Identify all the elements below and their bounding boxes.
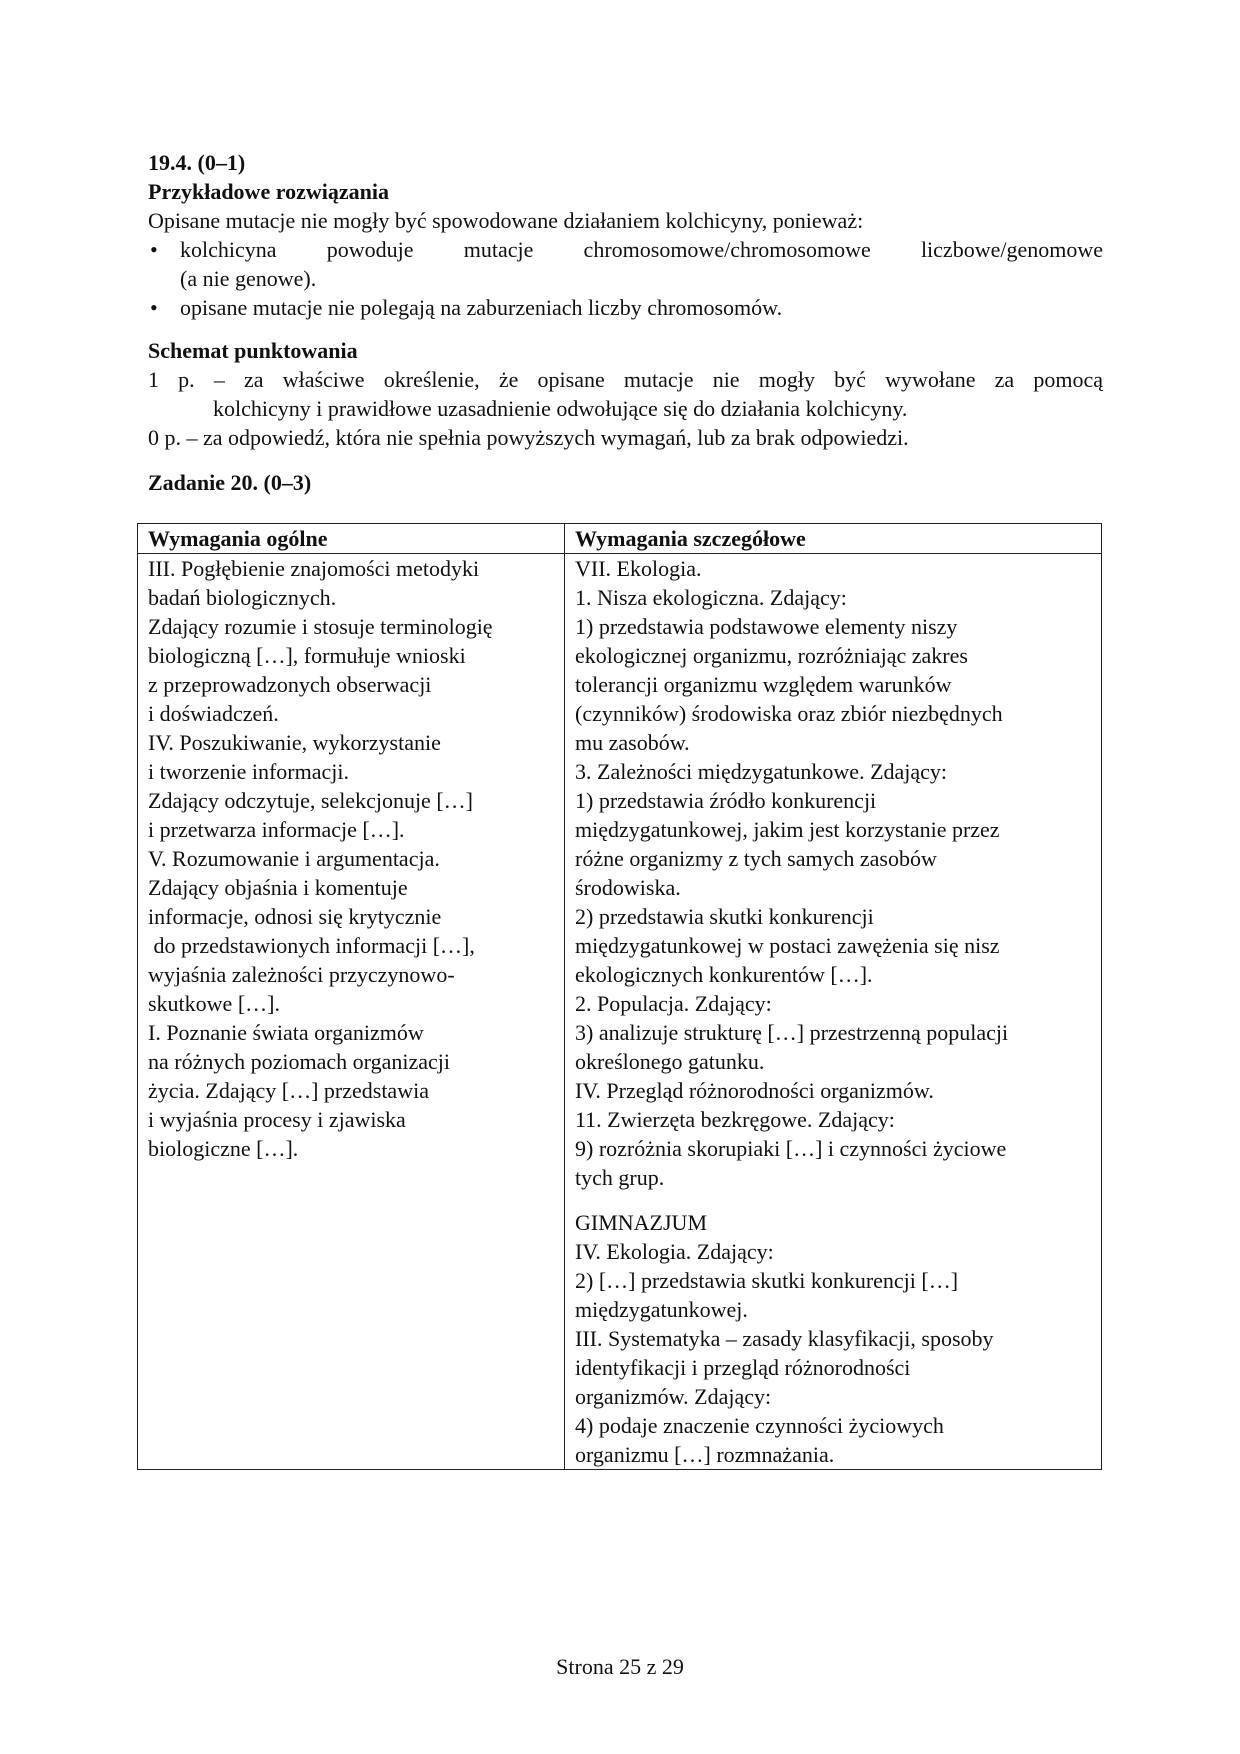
section-number: 19.4. (0–1)	[148, 150, 246, 175]
header-specific: Wymagania szczegółowe	[565, 524, 1102, 554]
requirement-line: 2. Populacja. Zdający:	[575, 991, 772, 1016]
requirements-table	[137, 523, 1102, 1470]
requirement-line: IV. Przegląd różnorodności organizmów.	[575, 1078, 934, 1103]
requirement-line: i tworzenie informacji.	[148, 759, 349, 784]
requirement-line: IV. Ekologia. Zdający:	[575, 1239, 774, 1264]
requirement-line: biologiczną […], formułuje wnioski	[148, 643, 466, 668]
bullet-line: opisane mutacje nie polegają na zaburzeniach liczby chromosomów.	[180, 295, 783, 320]
requirement-line: określonego gatunku.	[575, 1049, 765, 1074]
requirement-line: Zdający odczytuje, selekcjonuje […]	[148, 788, 473, 813]
table-row	[138, 554, 1102, 1470]
section-intro: Opisane mutacje nie mogły być spowodowane działaniem kolchicyny, ponieważ:	[148, 208, 864, 233]
requirement-line: mu zasobów.	[575, 730, 690, 755]
requirement-line: 2) […] przedstawia skutki konkurencji […]	[575, 1268, 959, 1293]
page-number: Strona 25 z 29	[556, 1654, 684, 1679]
scoring-item-1-cont: kolchicyny i prawidłowe uzasadnienie odwołujące się do działania kolchicyny.	[213, 396, 908, 421]
requirement-line: 11. Zwierzęta bezkręgowe. Zdający:	[575, 1107, 895, 1132]
specific-requirements-cell	[565, 554, 1102, 1470]
requirement-line: międzygatunkowej, jakim jest korzystanie przez	[575, 817, 1000, 842]
bullet-icon: •	[150, 237, 158, 262]
requirement-line: V. Rozumowanie i argumentacja.	[148, 846, 440, 871]
requirement-line: 1) przedstawia podstawowe elementy niszy	[575, 614, 958, 639]
requirement-line: 3. Zależności międzygatunkowe. Zdający:	[575, 759, 948, 784]
requirement-line: Zdający objaśnia i komentuje	[148, 875, 408, 900]
requirement-line: tych grup.	[575, 1165, 665, 1190]
requirement-line: ekologicznej organizmu, rozróżniając zakres	[575, 643, 968, 668]
requirement-line: 4) podaje znaczenie czynności życiowych	[575, 1413, 944, 1438]
requirement-line: VII. Ekologia.	[575, 556, 702, 581]
section-subtitle: Przykładowe rozwiązania	[148, 179, 389, 204]
requirement-line: Zdający rozumie i stosuje terminologię	[148, 614, 493, 639]
bullet-line: (a nie genowe).	[180, 266, 317, 291]
requirement-line: I. Poznanie świata organizmów	[148, 1020, 424, 1045]
requirement-line: 1. Nisza ekologiczna. Zdający:	[575, 585, 847, 610]
requirement-line: IV. Poszukiwanie, wykorzystanie	[148, 730, 441, 755]
task-title: Zadanie 20. (0–3)	[148, 470, 312, 495]
requirement-line: życia. Zdający […] przedstawia	[148, 1078, 429, 1103]
requirement-line: GIMNAZJUM	[575, 1210, 707, 1235]
requirement-line: na różnych poziomach organizacji	[148, 1049, 450, 1074]
requirement-line: organizmu […] rozmnażania.	[575, 1442, 835, 1467]
requirement-line: międzygatunkowej.	[575, 1297, 748, 1322]
requirement-line: skutkowe […].	[148, 991, 280, 1016]
bullet-icon: •	[150, 295, 158, 320]
requirement-line: III. Pogłębienie znajomości metodyki	[148, 556, 480, 581]
answer-section	[148, 148, 1103, 497]
requirement-line: 2) przedstawia skutki konkurencji	[575, 904, 874, 929]
bullet-item	[148, 293, 1103, 322]
requirement-line: organizmów. Zdający:	[575, 1384, 772, 1409]
requirement-line: z przeprowadzonych obserwacji	[148, 672, 432, 697]
requirement-line: do przedstawionych informacji […],	[148, 933, 475, 958]
requirement-line: wyjaśnia zależności przyczynowo-	[148, 962, 455, 987]
requirement-line: biologiczne […].	[148, 1136, 299, 1161]
header-general: Wymagania ogólne	[138, 524, 565, 554]
requirement-line: i wyjaśnia procesy i zjawiska	[148, 1107, 406, 1132]
scoring-item-1: 1 p. – za właściwe określenie, że opisane mutacje nie mogły być wywołane za pomocą	[148, 367, 1103, 392]
table-header-row	[138, 524, 1102, 554]
general-requirements-cell	[138, 554, 565, 1470]
requirement-line: 3) analizuje strukturę […] przestrzenną populacji	[575, 1020, 1009, 1045]
requirement-line: międzygatunkowej w postaci zawężenia się nisz	[575, 933, 1000, 958]
requirement-line: (czynników) środowiska oraz zbiór niezbędnych	[575, 701, 1003, 726]
scoring-title: Schemat punktowania	[148, 338, 358, 363]
requirement-line: III. Systematyka – zasady klasyfikacji, sposoby	[575, 1326, 994, 1351]
requirement-line: informacje, odnosi się krytycznie	[148, 904, 442, 929]
requirement-line: 1) przedstawia źródło konkurencji	[575, 788, 877, 813]
requirement-line: różne organizmy z tych samych zasobów	[575, 846, 937, 871]
requirement-line: badań biologicznych.	[148, 585, 337, 610]
requirement-line: tolerancji organizmu względem warunków	[575, 672, 952, 697]
requirement-line: 9) rozróżnia skorupiaki […] i czynności życiowe	[575, 1136, 1007, 1161]
requirement-line: identyfikacji i przegląd różnorodności	[575, 1355, 911, 1380]
requirement-line: i doświadczeń.	[148, 701, 279, 726]
requirement-line: środowiska.	[575, 875, 681, 900]
bullet-line: kolchicyna powoduje mutacje chromosomowe/chromosomowe liczbowe/genomowe	[180, 237, 1103, 262]
bullet-item	[148, 235, 1103, 293]
requirement-line: i przetwarza informacje […].	[148, 817, 405, 842]
requirement-line: ekologicznych konkurentów […].	[575, 962, 873, 987]
scoring-item-0: 0 p. – za odpowiedź, która nie spełnia powyższych wymagań, lub za brak odpowiedzi.	[148, 425, 909, 450]
